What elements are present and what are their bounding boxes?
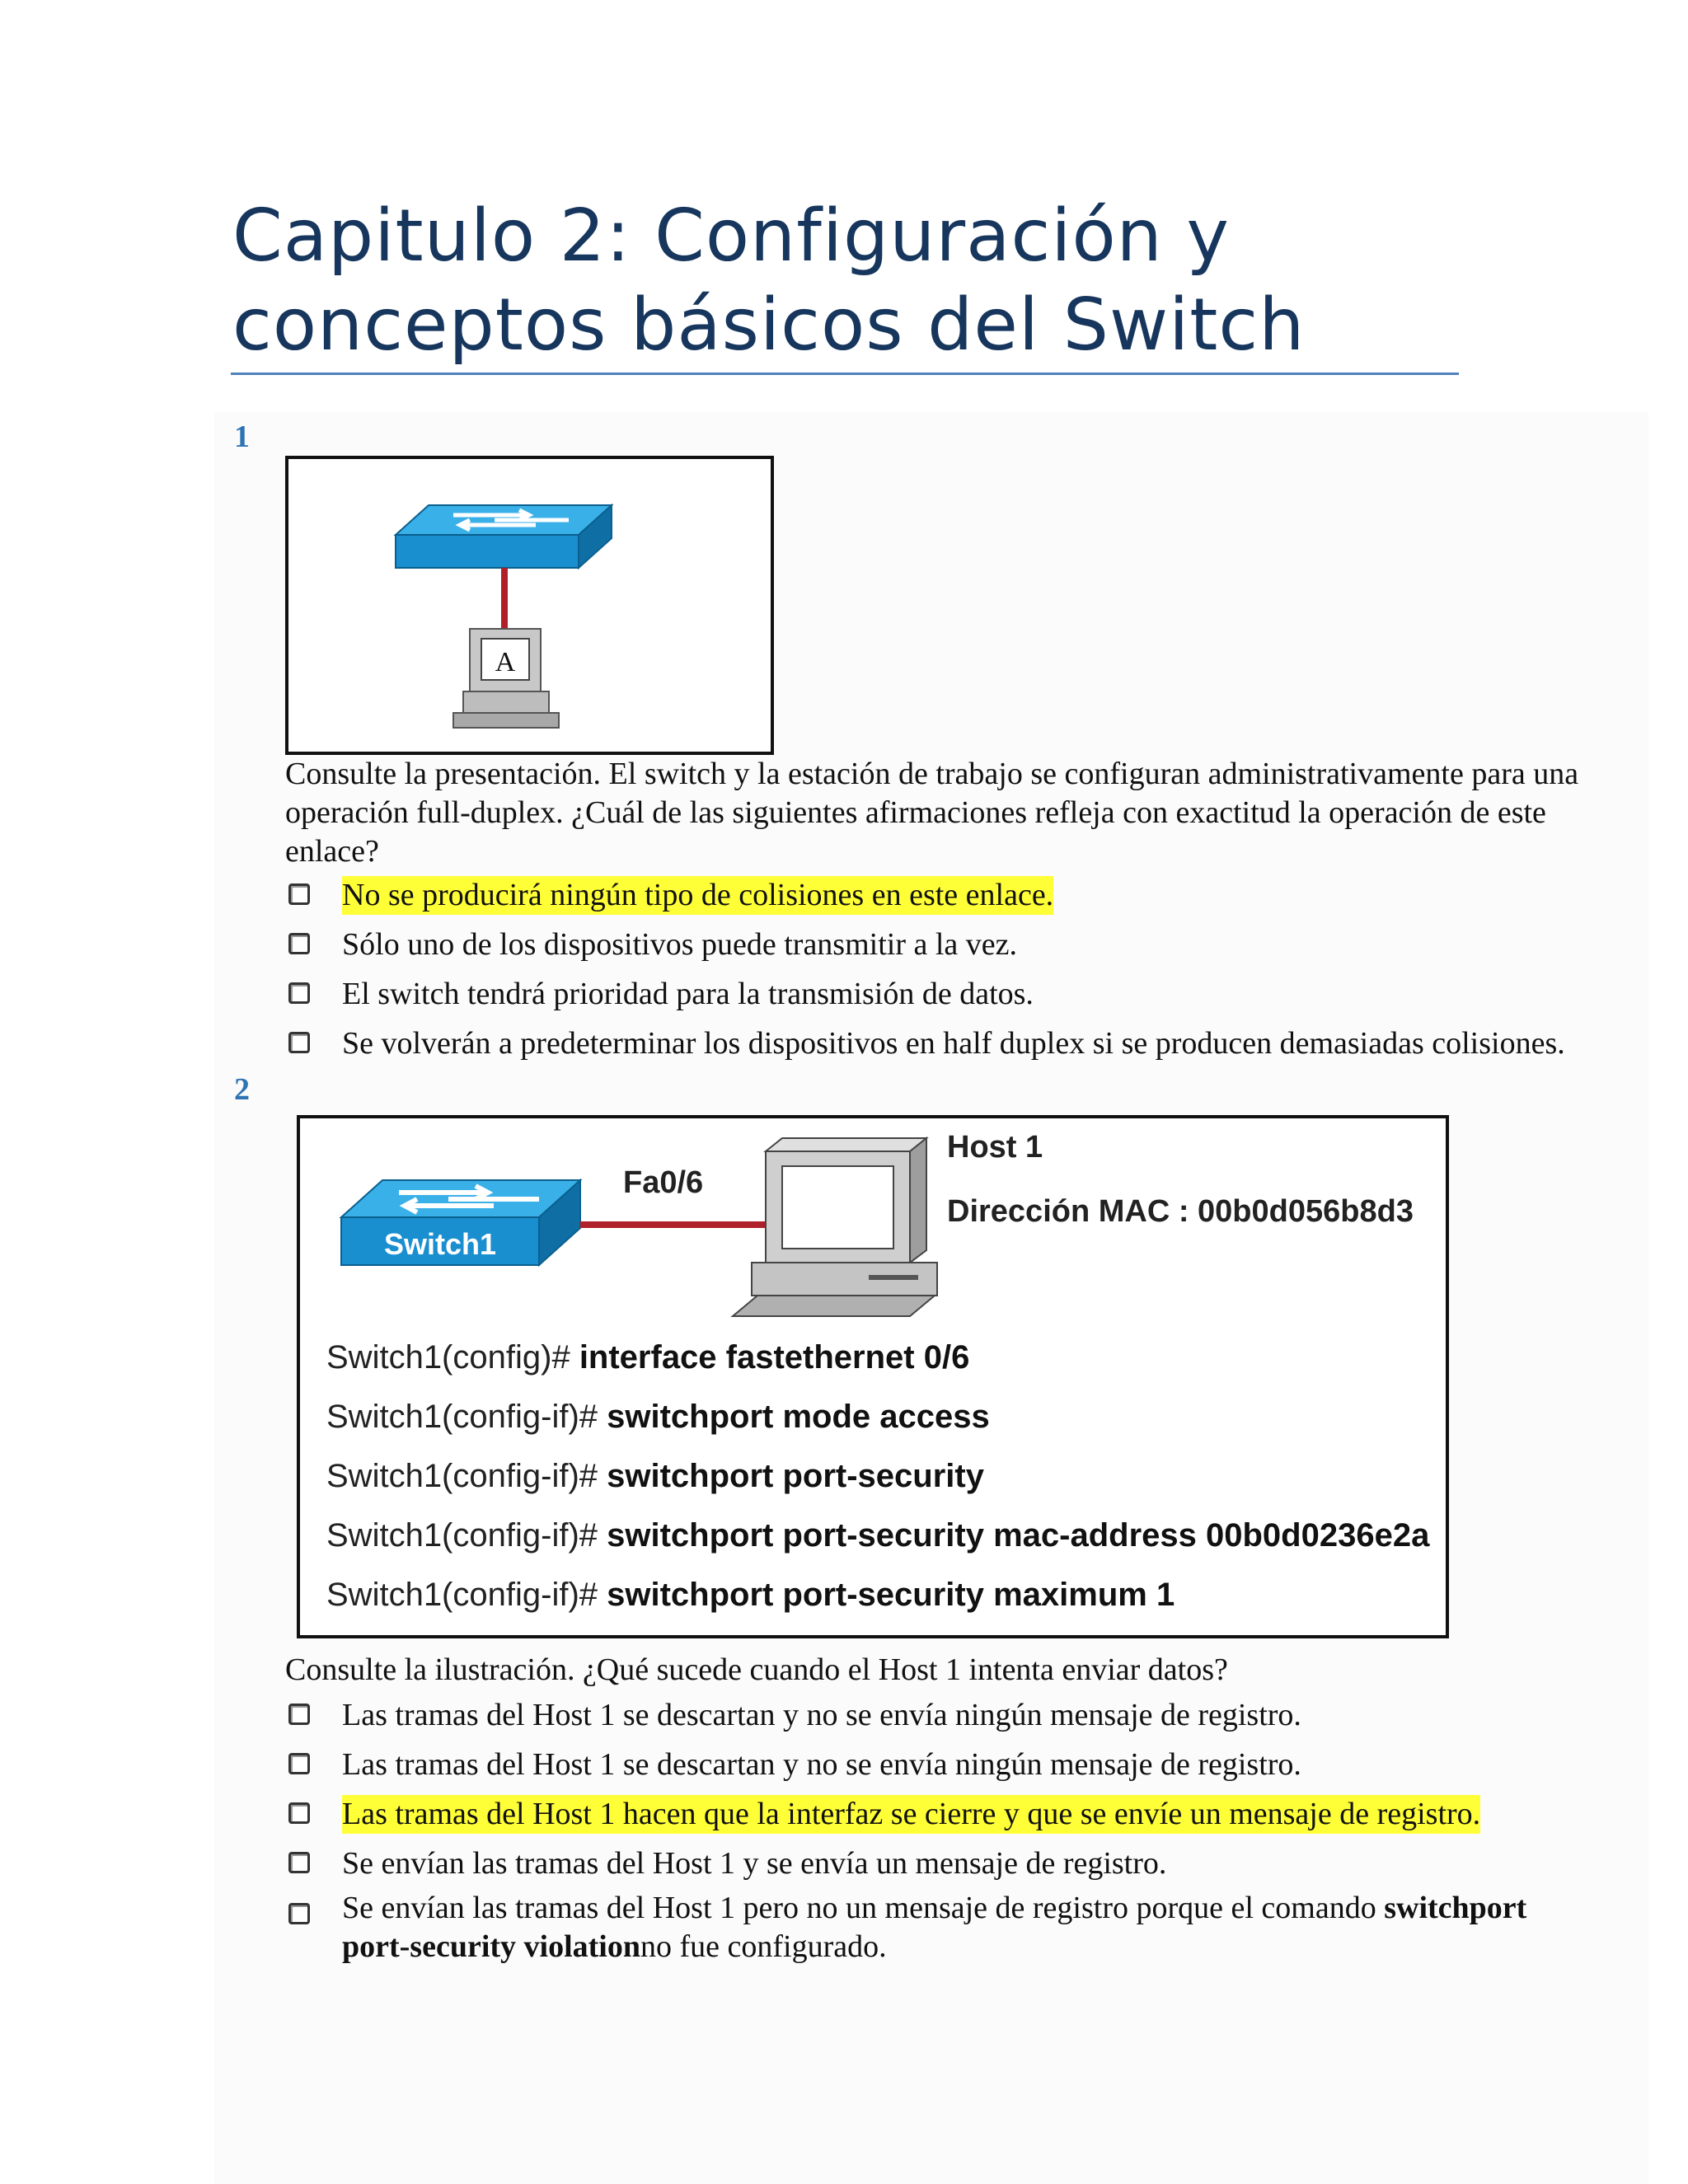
cli-line-2 [326, 1399, 990, 1436]
cli-command: switchport mode access [607, 1399, 990, 1435]
cli-line-5 [326, 1577, 1175, 1614]
question-number-1: 1 [234, 419, 250, 454]
radio-button[interactable] [288, 982, 310, 1004]
radio-button[interactable] [288, 1903, 310, 1924]
option-label: Las tramas del Host 1 se descartan y no se envía ningún mensaje de registro. [342, 1747, 1301, 1782]
cli-line-1 [326, 1339, 969, 1376]
radio-button[interactable] [288, 883, 310, 905]
cli-line-3 [326, 1458, 984, 1495]
cli-line-4 [326, 1517, 1429, 1554]
question-2-text: Consulte la ilustración. ¿Qué sucede cuando el Host 1 intenta enviar datos? [285, 1652, 1228, 1687]
option-label: Las tramas del Host 1 hacen que la interfaz se cierre y que se envíe un mensaje de registro. [342, 1795, 1480, 1834]
option-label: Se volverán a predeterminar los dispositivos en half duplex si se producen demasiadas colisiones. [342, 1026, 1565, 1061]
port-label: Fa0/6 [623, 1165, 704, 1200]
question-2-figure [297, 1115, 1449, 1638]
radio-button[interactable] [288, 1032, 310, 1053]
option-text-part: Se envían las tramas del Host 1 pero no un mensaje de registro porque el comando [342, 1891, 1385, 1925]
option-label: Sólo uno de los dispositivos puede transmitir a la vez. [342, 927, 1018, 962]
title-underline [231, 373, 1459, 375]
radio-button[interactable] [288, 1852, 310, 1873]
cli-prompt: Switch1(config)# [326, 1339, 570, 1376]
radio-button[interactable] [288, 1802, 310, 1824]
radio-button[interactable] [288, 1753, 310, 1774]
cli-prompt: Switch1(config-if)# [326, 1399, 598, 1435]
question-1-text: Consulte la presentación. El switch y la estación de trabajo se configuran administrativamente para una operación full-duplex. ¿Cuál de las siguientes afirmaciones refleja con exactitud la operación de este enlace? [285, 757, 1579, 869]
cli-prompt: Switch1(config-if)# [326, 1458, 598, 1494]
command-name: port-security violation [342, 1929, 641, 1964]
cli-prompt: Switch1(config-if)# [326, 1517, 598, 1554]
command-name: switchport [1384, 1891, 1527, 1925]
option-label [342, 1889, 1595, 1966]
cli-command: interface fastethernet 0/6 [579, 1339, 970, 1376]
option-label: Las tramas del Host 1 se descartan y no se envía ningún mensaje de registro. [342, 1698, 1301, 1732]
pc-label-a: A [495, 647, 516, 677]
radio-button[interactable] [288, 1704, 310, 1725]
option-label: El switch tendrá prioridad para la transmisión de datos. [342, 977, 1034, 1011]
cli-command: switchport port-security mac-address 00b0d0236e2a [607, 1517, 1430, 1554]
cli-command: switchport port-security maximum 1 [607, 1577, 1175, 1613]
option-text-part: no fue configurado. [640, 1929, 887, 1964]
cli-command: switchport port-security [607, 1458, 984, 1494]
page-title: Capitulo 2: Configuración y conceptos básicos del Switch [232, 194, 1306, 367]
switch-host-diagram [300, 1118, 1446, 1357]
question-1-figure [285, 456, 774, 755]
cli-prompt: Switch1(config-if)# [326, 1577, 598, 1613]
radio-button[interactable] [288, 933, 310, 954]
question-number-2: 2 [234, 1072, 250, 1107]
host-label: Host 1 [947, 1130, 1043, 1165]
option-label: No se producirá ningún tipo de colisiones en este enlace. [342, 876, 1053, 915]
mac-address-label: Dirección MAC : 00b0d056b8d3 [947, 1194, 1414, 1229]
switch1-label: Switch1 [383, 1227, 497, 1261]
option-label: Se envían las tramas del Host 1 y se envía un mensaje de registro. [342, 1846, 1167, 1881]
switch-workstation-diagram [288, 459, 771, 752]
